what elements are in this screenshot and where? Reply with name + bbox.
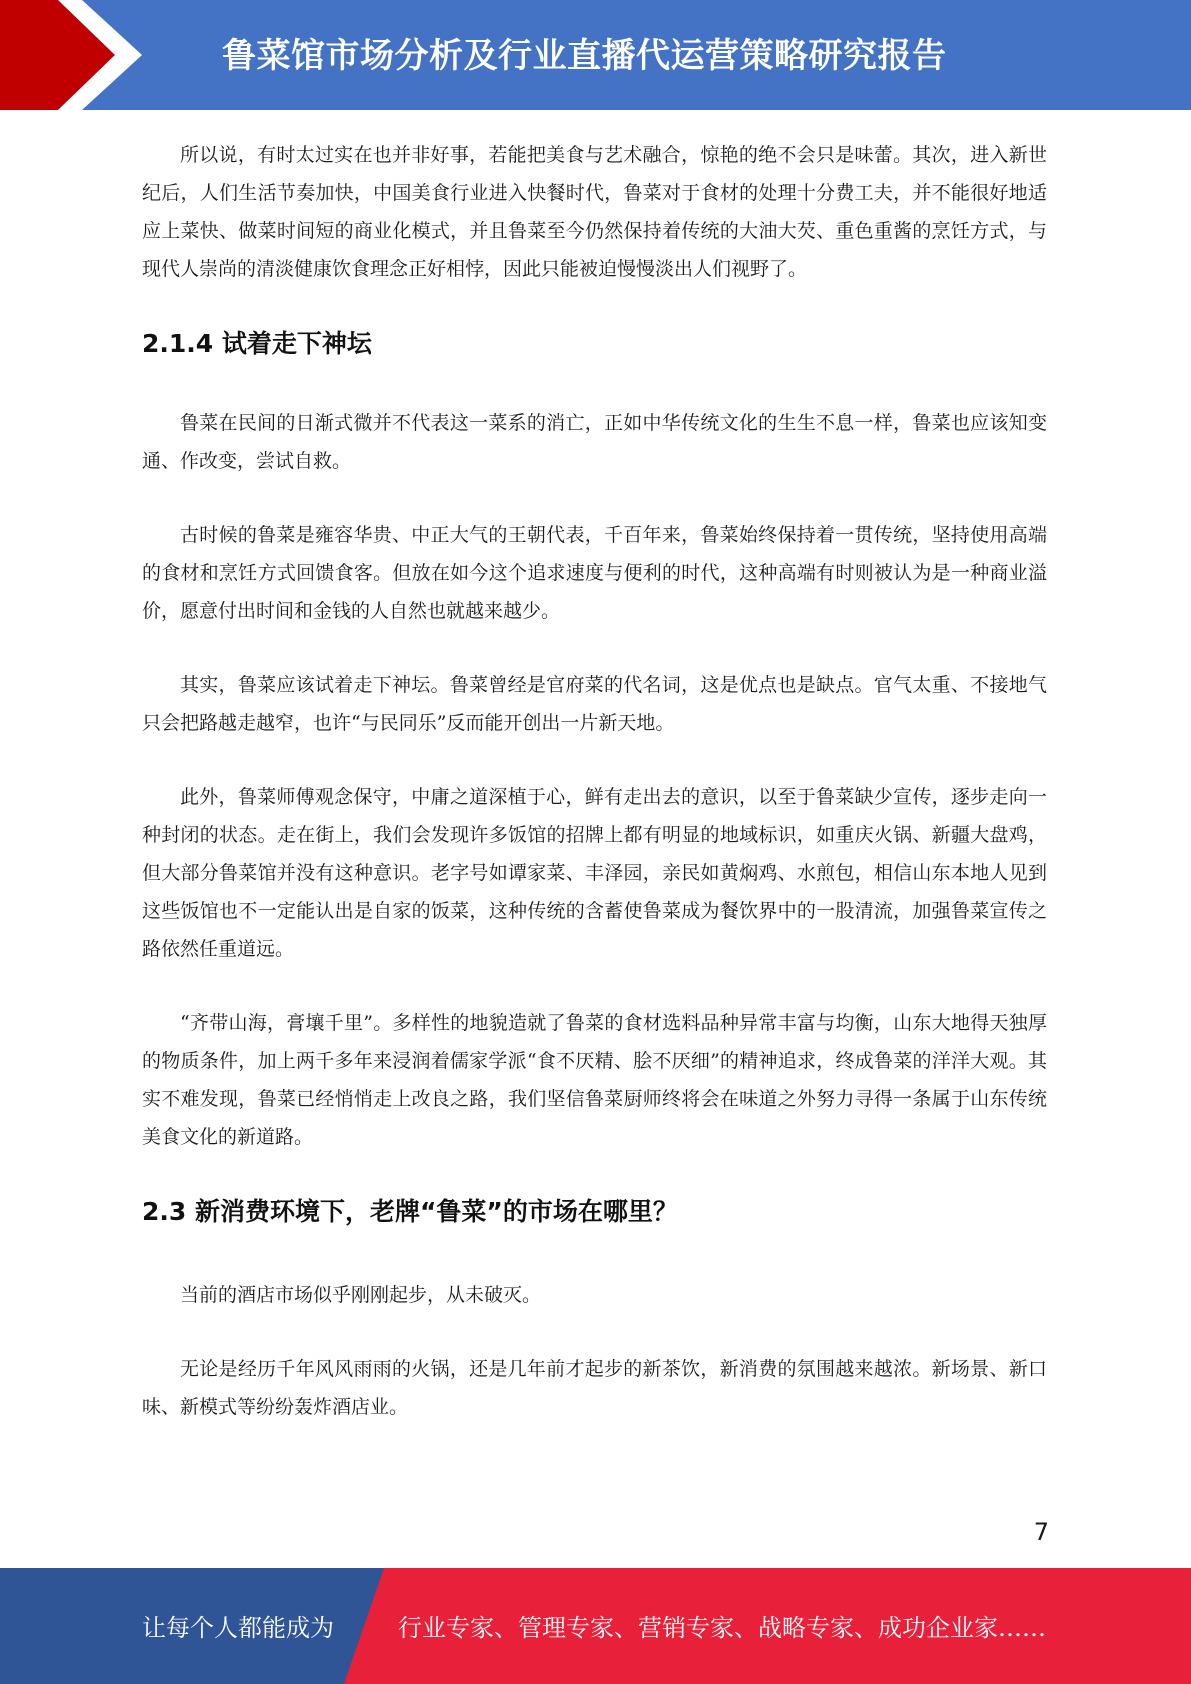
paragraph: 鲁菜在民间的日渐式微并不代表这一菜系的消亡，正如中华传统文化的生生不息一样，鲁菜也应该知变通、作改变，尝试自救。 <box>142 412 1047 472</box>
paragraph: 所以说，有时太过实在也并非好事，若能把美食与艺术融合，惊艳的绝不会只是味蕾。其次，进入新世纪后，人们生活节奏加快，中国美食行业进入快餐时代，鲁菜对于食材的处理十分费工夫，并不能很好地适应上菜快、做菜时间短的商业化模式，并且鲁菜至今仍然保持着传统的大油大芡、重色重酱的烹饪方式，与现代人崇尚的清淡健康饮食理念正好相悖，因此只能被迫慢慢淡出人们视野了。 <box>142 144 1047 280</box>
header-banner <box>0 0 1191 110</box>
footer-slogan-right: 行业专家、管理专家、营销专家、战略专家、成功企业家…… <box>398 1614 1046 1642</box>
paragraph: 古时候的鲁菜是雍容华贵、中正大气的王朝代表，千百年来，鲁菜始终保持着一贯传统，坚持使用高端的食材和烹饪方式回馈食客。但放在如今这个追求速度与便利的时代，这种高端有时则被认为是一种商业溢价，愿意付出时间和金钱的人自然也就越来越少。 <box>142 524 1047 622</box>
section-heading: 2.1.4 试着走下神坛 <box>142 329 372 358</box>
section-heading: 2.3 新消费环境下，老牌“鲁菜”的市场在哪里？ <box>142 1197 678 1226</box>
header-arrow-decoration <box>0 0 160 110</box>
paragraph: 当前的酒店市场似乎刚刚起步，从未破灭。 <box>180 1284 542 1306</box>
footer-slogan-left: 让每个人都能成为 <box>142 1614 334 1642</box>
paragraph: “齐带山海，膏壤千里”。多样性的地貌造就了鲁菜的食材选料品种异常丰富与均衡，山东大地得天独厚的物质条件，加上两千多年来浸润着儒家学派“食不厌精、脍不厌细”的精神追求，终成鲁菜的洋洋大观。其实不难发现，鲁菜已经悄悄走上改良之路，我们坚信鲁菜厨师终将会在味道之外努力寻得一条属于山东传统美食文化的新道路。 <box>142 1012 1047 1148</box>
page-number: 7 <box>1033 1518 1049 1546</box>
footer-banner <box>0 1568 1191 1684</box>
document-body <box>142 136 1047 1462</box>
paragraph: 其实，鲁菜应该试着走下神坛。鲁菜曾经是官府菜的代名词，这是优点也是缺点。官气太重、不接地气只会把路越走越窄，也许“与民同乐”反而能开创出一片新天地。 <box>142 674 1047 734</box>
paragraph: 无论是经历千年风风雨雨的火锅，还是几年前才起步的新茶饮，新消费的氛围越来越浓。新场景、新口味、新模式等纷纷轰炸酒店业。 <box>142 1358 1047 1418</box>
paragraph: 此外，鲁菜师傅观念保守，中庸之道深植于心，鲜有走出去的意识，以至于鲁菜缺少宣传，逐步走向一种封闭的状态。走在街上，我们会发现许多饭馆的招牌上都有明显的地域标识，如重庆火锅、新疆大盘鸡，但大部分鲁菜馆并没有这种意识。老字号如谭家菜、丰泽园，亲民如黄焖鸡、水煎包，相信山东本地人见到这些饭馆也不一定能认出是自家的饭菜，这种传统的含蓄使鲁菜成为餐饮界中的一股清流，加强鲁菜宣传之路依然任重道远。 <box>142 786 1047 960</box>
document-title: 鲁菜馆市场分析及行业直播代运营策略研究报告 <box>222 36 947 76</box>
